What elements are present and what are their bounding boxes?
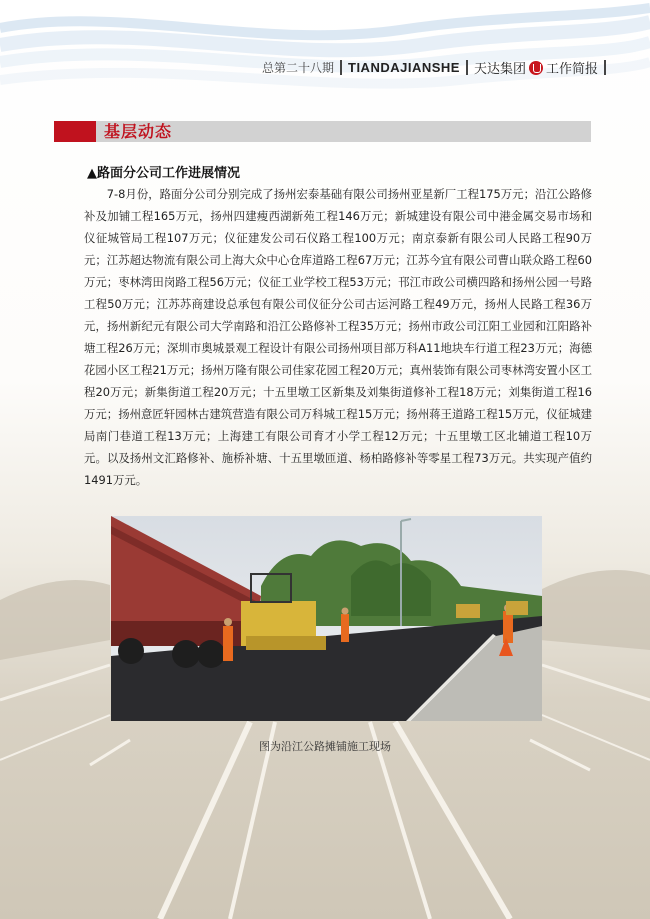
header-divider [466,60,468,75]
article-heading: ▲路面分公司工作进展情况 [87,166,240,181]
header-divider [604,60,606,75]
section-accent-block [54,121,96,142]
header-divider [340,60,342,75]
header-wave-decoration [0,0,650,95]
org-name-group [474,58,598,77]
section-title: 基层动态 [104,122,173,141]
brand-name: TIANDAJIANSHE [348,60,460,75]
article-body: 7-8月份，路面分公司分别完成了扬州宏泰基础有限公司扬州亚星新厂工程175万元；沿江公路修补及加铺工程165万元，扬州四建瘦西湖新苑工程146万元；新城建设有限公司中港金属交易市场和仪征城管局工程107万元；仪征建发公司石仪路工程100万元；南京泰新有限公司人民路工程90万元；江苏超达物流有限公司上海大众中心仓库道路工程67万元；江苏今宜有限公司曹山联众路工程60万元；枣林湾田岗路工程56万元；仪征工业学校工程53万元；邗江市政公司横四路和扬州公园一号路工程50万元；江苏苏商建设总承包有限公司仪征分公司古运河路工程49万元，扬州人民路工程36万元，扬州新纪元有限公司大学南路和沿江公路修补工程35万元；扬州市政公司江阳工业园和江阳路补塘工程26万元；深圳市奥城景观工程设计有限公司扬州项目部万科A11地块车行道工程23万元；海德花园小区工程21万元；扬州万隆有限公司佳家花园工程20万元；真州装饰有限公司枣林湾安置小区工程20万元；新集街道工程20万元；十五里墩工区新集及刘集街道修补工程18万元；刘集街道工程16万元；扬州意匠轩园林古建筑营造有限公司万科城工程15万元；扬州蒋王道路工程15万元，仪征城建局南门巷道工程13万元；上海建工有限公司育才小学工程12万元；十五里墩工区北辅道工程10万元。以及扬州文汇路修补、施桥补塘、十五里墩匝道、杨柏路修补等零星工程73万元。共实现产值约1491万元。 [84,187,592,487]
org-name: 天达集团 [473,62,526,77]
publication-name: 工作简报 [545,62,598,77]
construction-photo [111,516,542,721]
issue-number: 总第二十八期 [261,61,334,75]
photo-caption: 图为沿江公路摊铺施工现场 [259,740,391,753]
section-title-bar [54,121,591,142]
group-logo-icon [529,61,543,75]
page-header [262,58,606,77]
paving-site-illustration [111,516,542,721]
